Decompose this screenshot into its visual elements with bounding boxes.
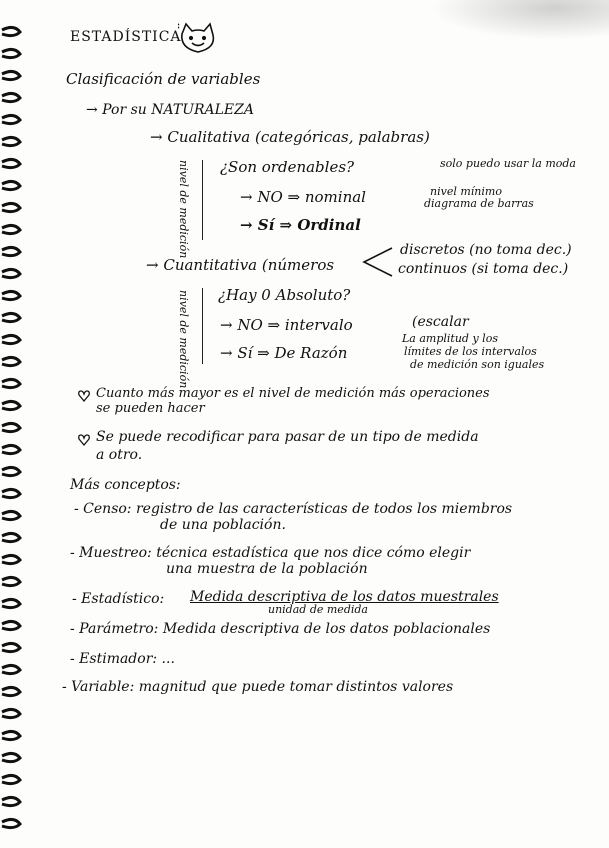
- line-variable: - Variable: magnitud que puede tomar distintos valores: [62, 679, 454, 695]
- line-cualitativa: → Cualitativa (categóricas, palabras): [150, 128, 430, 146]
- line-no-nominal: → NO ⇒ nominal: [240, 188, 366, 206]
- line-muestreo-1: - Muestreo: técnica estadística que nos dice cómo elegir: [70, 545, 471, 561]
- brace-1: [202, 160, 203, 240]
- line-recodificar-2: a otro.: [96, 447, 143, 463]
- note-amplitud-3: de medición son iguales: [410, 358, 545, 371]
- line-estadistico-unidad: unidad de medida: [268, 603, 368, 616]
- label-nivel-medicion-1: nivel de medición: [177, 160, 190, 259]
- line-continuos: continuos (si toma dec.): [398, 261, 569, 277]
- line-censo-1: - Censo: registro de las características de todos los miembros: [74, 501, 513, 517]
- note-solo-moda: solo puedo usar la moda: [440, 157, 576, 170]
- line-si-ordinal: → Sí ⇒ Ordinal: [240, 216, 361, 234]
- line-ordenables: ¿Son ordenables?: [220, 158, 355, 176]
- less-than-bracket-icon: [360, 244, 396, 280]
- line-recodificar-1: Se puede recodificar para pasar de un tipo de medida: [96, 429, 479, 445]
- line-estimador: - Estimador: ...: [70, 651, 175, 667]
- line-cuantitativa: → Cuantitativa (números: [146, 256, 335, 274]
- page-title: ESTADÍSTICA: [70, 29, 182, 45]
- page-smudge: [430, 0, 609, 40]
- line-muestreo-2: una muestra de la población: [166, 561, 368, 577]
- note-amplitud-2: límites de los intervalos: [404, 345, 537, 358]
- line-no-intervalo: → NO ⇒ intervalo: [220, 316, 353, 334]
- heading-mas-conceptos: Más conceptos:: [70, 477, 181, 493]
- note-diagrama-barras: diagrama de barras: [424, 197, 534, 210]
- line-cuanto-2: se pueden hacer: [96, 401, 205, 416]
- line-si-razon: → Sí ⇒ De Razón: [220, 344, 348, 362]
- note-nivel-minimo: nivel mínimo: [430, 185, 502, 198]
- line-estadistico-label: - Estadístico:: [72, 591, 165, 607]
- heading-clasificacion: Clasificación de variables: [66, 70, 261, 88]
- note-escalar: (escalar: [412, 314, 469, 330]
- line-estadistico-def: Medida descriptiva de los datos muestrales: [190, 589, 499, 605]
- cat-doodle-icon: [178, 22, 218, 56]
- note-amplitud-1: La amplitud y los: [402, 332, 498, 345]
- heart-bullet-icon-2: [78, 434, 90, 446]
- heart-bullet-icon: [78, 390, 90, 402]
- line-discretos: discretos (no toma dec.): [400, 242, 572, 258]
- brace-2: [202, 288, 203, 364]
- line-naturaleza: → Por su NATURALEZA: [86, 102, 254, 118]
- line-hay-cero: ¿Hay 0 Absoluto?: [218, 286, 351, 304]
- spiral-binding: [0, 0, 30, 848]
- line-parametro: - Parámetro: Medida descriptiva de los datos poblacionales: [70, 621, 491, 637]
- line-cuanto-1: Cuanto más mayor es el nivel de medición más operaciones: [96, 386, 490, 401]
- label-nivel-medicion-2: nivel de medición: [177, 290, 190, 389]
- line-censo-2: de una población.: [160, 517, 286, 533]
